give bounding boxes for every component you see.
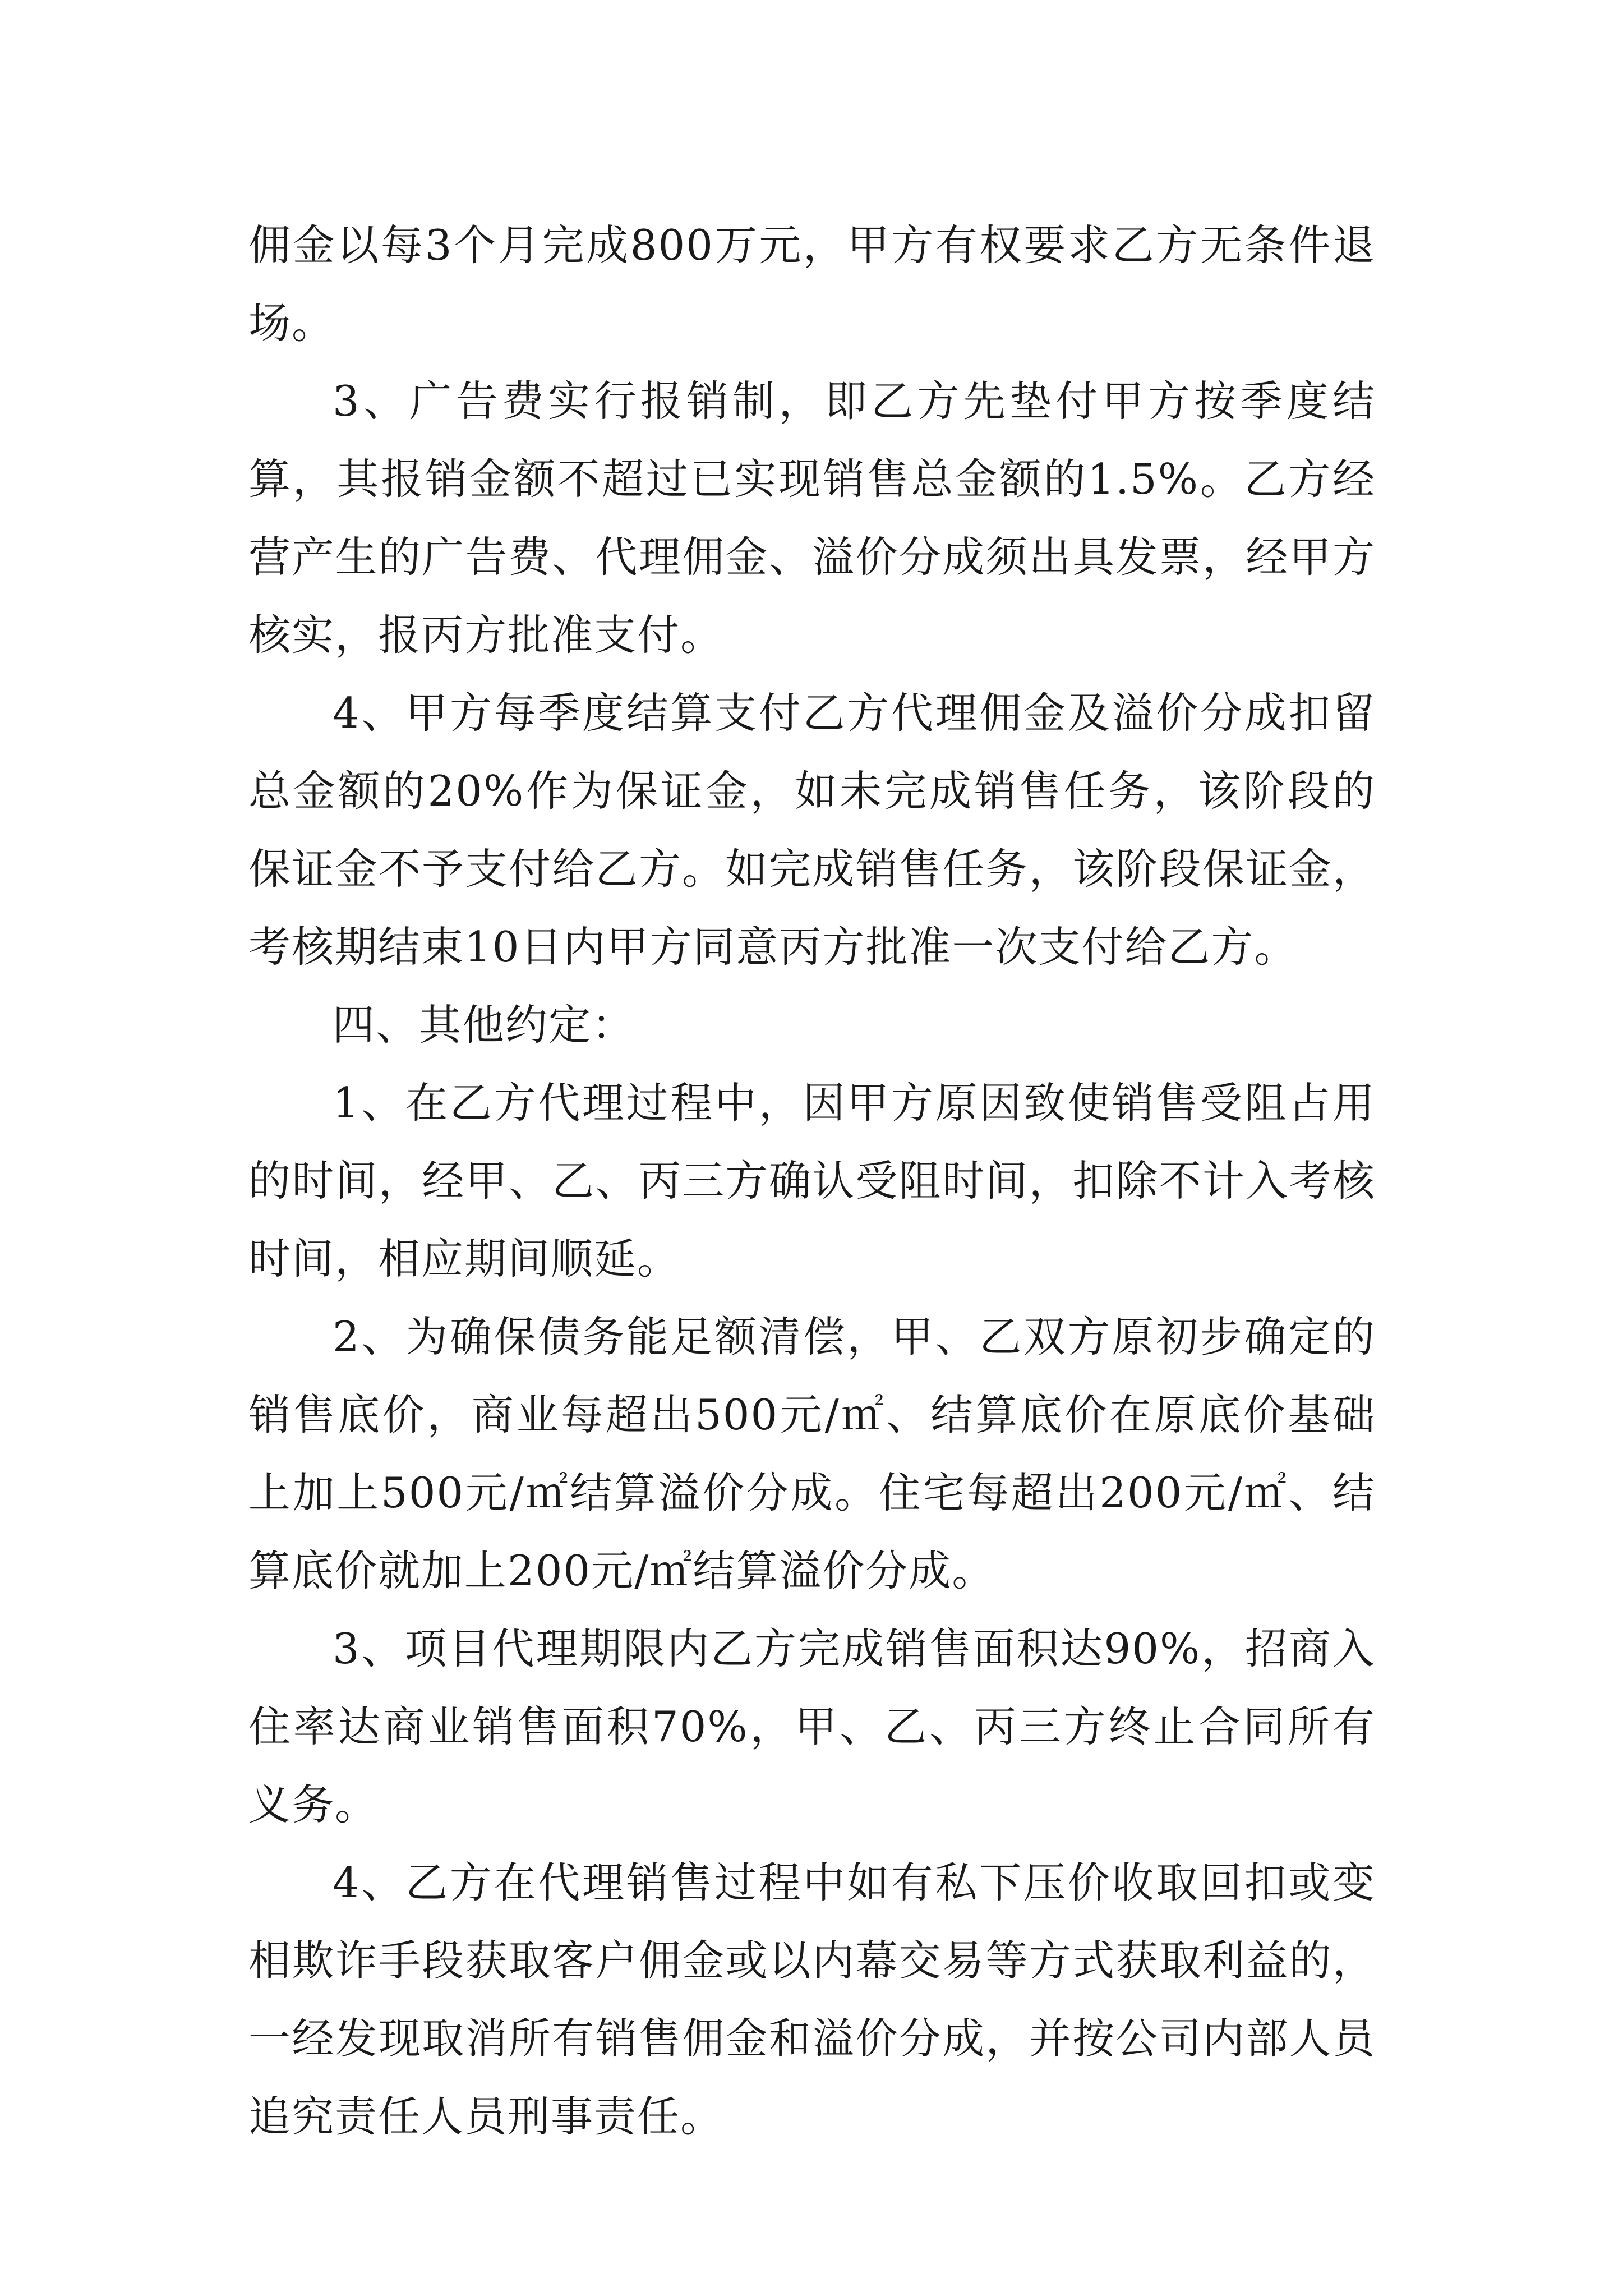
paragraph-termination: 3、项目代理期限内乙方完成销售面积达90%，招商入住率达商业销售面积70%，甲、乙、丙三方终止合同所有义务。 <box>248 1624 1376 1829</box>
paragraph-advertising-fee: 3、广告费实行报销制，即乙方先垫付甲方按季度结算，其报销金额不超过已实现销售总金额的1.5%。乙方经营产生的广告费、代理佣金、溢价分成须出具发票，经甲方核实，报丙方批准支付。 <box>248 376 1376 660</box>
paragraph-commission-continued: 佣金以每3个月完成800万元，甲方有权要求乙方无条件退场。 <box>248 220 1376 348</box>
paragraph-misconduct: 4、乙方在代理销售过程中如有私下压价收取回扣或变相欺诈手段获取客户佣金或以内幕交易等方式获取利益的，一经发现取消所有销售佣金和溢价分成，并按公司内部人员追究责任人员刑事责任。 <box>248 1858 1376 2141</box>
paragraph-quarterly-settlement: 4、甲方每季度结算支付乙方代理佣金及溢价分成扣留总金额的20%作为保证金，如未完成销售任务，该阶段的保证金不予支付给乙方。如完成销售任务，该阶段保证金，考核期结束10日内甲方同意丙方批准一次支付给乙方。 <box>248 688 1376 972</box>
paragraph-premium-sharing: 2、为确保债务能足额清偿，甲、乙双方原初步确定的销售底价，商业每超出500元/㎡、结算底价在原底价基础上加上500元/㎡结算溢价分成。住宅每超出200元/㎡、结算底价就加上200元/㎡结算溢价分成。 <box>248 1312 1376 1595</box>
document-body <box>248 206 1376 2156</box>
section-heading-other-agreements: 四、其他约定： <box>333 1000 635 1050</box>
paragraph-sales-obstruction: 1、在乙方代理过程中，因甲方原因致使销售受阻占用的时间，经甲、乙、丙三方确认受阻时间，扣除不计入考核时间，相应期间顺延。 <box>248 1078 1376 1283</box>
